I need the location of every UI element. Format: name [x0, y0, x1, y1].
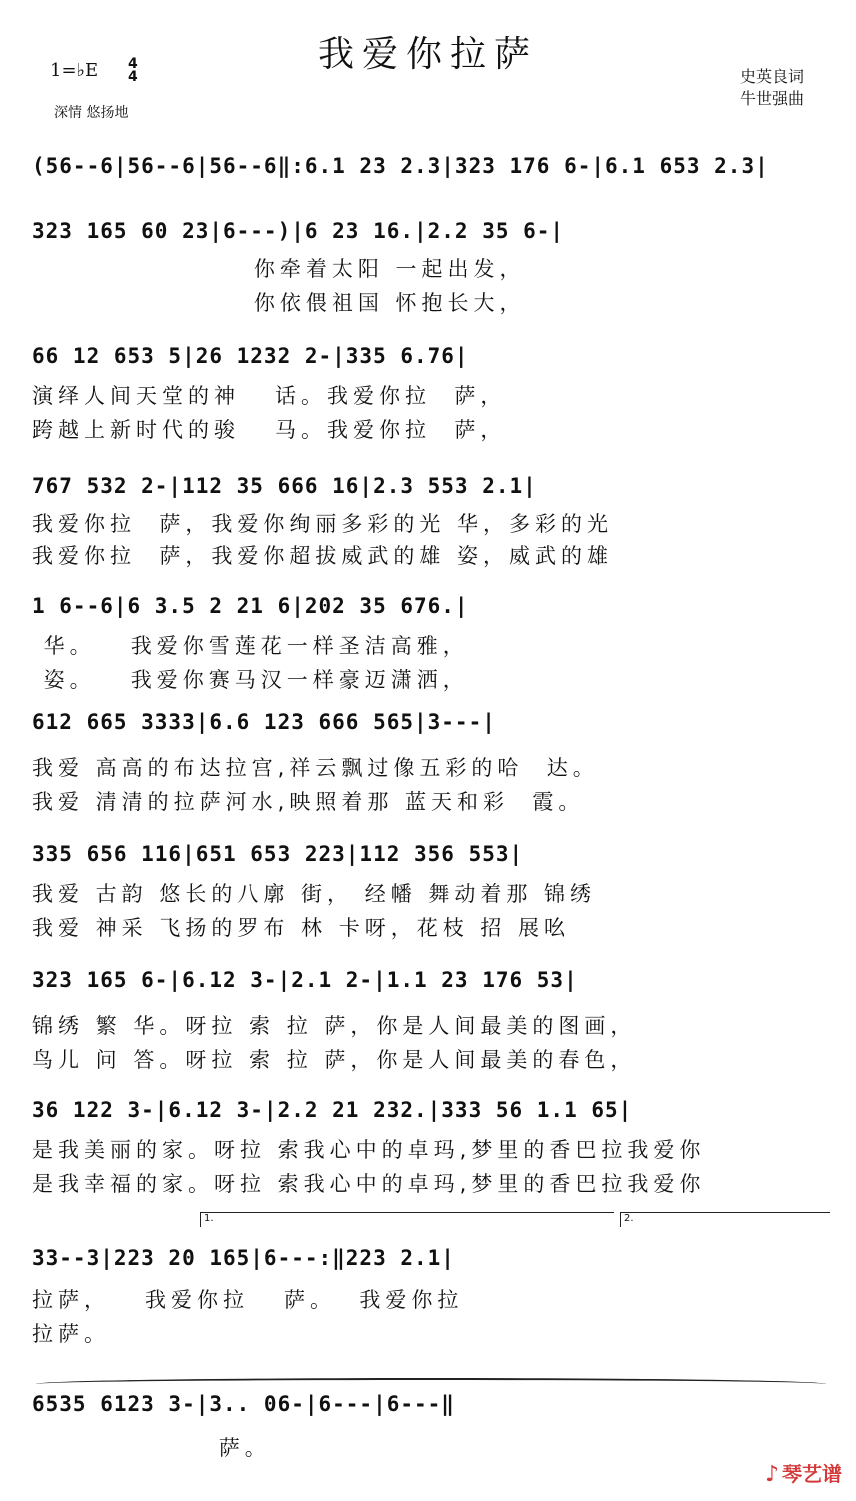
time-signature-bottom: 4	[128, 69, 138, 85]
second-ending-bracket: 2.	[620, 1212, 830, 1227]
score-system-3	[32, 340, 828, 440]
notation-line: 36 122 3-|6.12 3-|2.2 21 232.|333 56 1.1 65|	[32, 1098, 633, 1122]
notation-line: 6535 6123 3-|3.. 06-|6---|6---‖	[32, 1392, 455, 1416]
piano-logo-icon: ♪	[764, 1462, 779, 1487]
tie-line	[36, 1378, 826, 1390]
lyrics-verse-2: 你依偎祖国 怀抱长大，	[32, 291, 526, 315]
score-system-8	[32, 964, 828, 1072]
lyrics-verse-1: 我爱 古韵 悠长的八廓 街， 经幡 舞动着那 锦绣	[32, 882, 597, 906]
credits	[740, 66, 804, 110]
lyrics-verse-1: 萨。	[32, 1436, 271, 1460]
lyrics-verse-2: 我爱 神采 飞扬的罗布 林 卡呀，花枝 招 展吆	[32, 916, 571, 940]
notation-line: 323 165 60 23|6---)|6 23 16.|2.2 35 6-|	[32, 219, 565, 243]
lyrics-verse-1: 我爱 高高的布达拉宫,祥云飘过像五彩的哈 达。	[32, 756, 599, 780]
lyrics-verse-2: 姿。 我爱你赛马汉一样豪迈潇洒，	[32, 668, 469, 692]
notation-line: 612 665 3333|6.6 123 666 565|3---|	[32, 710, 496, 734]
key-signature: 1=♭E	[50, 60, 99, 81]
lyrics-verse-2: 鸟儿 问 答。呀拉 索 拉 萨，你是人间最美的春色，	[32, 1048, 637, 1072]
notation-line: 66 12 653 5|26 1232 2-|335 6.76|	[32, 344, 469, 368]
lyrics-verse-1: 拉萨， 我爱你拉 萨。 我爱你拉	[32, 1288, 464, 1312]
lyrics-verse-1: 是我美丽的家。呀拉 索我心中的卓玛,梦里的香巴拉我爱你	[32, 1138, 706, 1162]
lyrics-verse-2: 拉萨。	[32, 1322, 110, 1346]
first-ending-bracket: 1.	[200, 1212, 614, 1227]
song-title: 我爱你拉萨	[317, 34, 538, 75]
score-system-10	[32, 1210, 828, 1346]
watermark-logo	[765, 1458, 842, 1487]
tempo-marking: 深情 悠扬地	[54, 105, 129, 121]
lyrics-verse-1: 你牵着太阳 一起出发，	[32, 257, 526, 281]
lyrics-verse-2: 我爱 清清的拉萨河水,映照着那 蓝天和彩 霞。	[32, 790, 585, 814]
score-system-2	[32, 215, 828, 315]
score-system-5	[32, 590, 828, 690]
score-system-11	[32, 1380, 828, 1470]
notation-line: 33--3|223 20 165|6---:‖223 2.1|	[32, 1246, 455, 1270]
score-system-1	[32, 150, 828, 200]
watermark-text: 琴艺谱	[782, 1462, 842, 1486]
lyrics-verse-1: 演绎人间天堂的神 话。我爱你拉 萨，	[32, 384, 507, 408]
lyrics-verse-2: 是我幸福的家。呀拉 索我心中的卓玛,梦里的香巴拉我爱你	[32, 1172, 706, 1196]
lyrics-verse-2: 跨越上新时代的骏 马。我爱你拉 萨，	[32, 418, 507, 442]
lyrics-verse-1: 华。 我爱你雪莲花一样圣洁高雅，	[32, 634, 469, 658]
score-system-6	[32, 706, 828, 814]
time-signature-top: 4	[128, 56, 138, 72]
lyricist: 史英良词	[739, 67, 804, 86]
notation-line: 323 165 6-|6.12 3-|2.1 2-|1.1 23 176 53|	[32, 968, 578, 992]
score-system-7	[32, 838, 828, 938]
score-system-9	[32, 1094, 828, 1194]
notation-line: 1 6--6|6 3.5 2 21 6|202 35 676.|	[32, 594, 469, 618]
notation-line: 335 656 116|651 653 223|112 356 553|	[32, 842, 524, 866]
composer: 牛世强曲	[739, 89, 804, 108]
notation-line: 767 532 2-|112 35 666 16|2.3 553 2.1|	[32, 474, 537, 498]
lyrics-verse-2: 我爱你拉 萨，我爱你超拔威武的雄 姿，威武的雄	[32, 544, 614, 568]
time-signature	[128, 58, 138, 84]
score-system-4	[32, 470, 828, 570]
lyrics-verse-1: 我爱你拉 萨，我爱你绚丽多彩的光 华，多彩的光	[32, 512, 614, 536]
lyrics-verse-1: 锦绣 繁 华。呀拉 索 拉 萨，你是人间最美的图画，	[32, 1014, 637, 1038]
notation-line: (56--6|56--6|56--6‖:6.1 23 2.3|323 176 6-|6.1 653 2.3|	[32, 154, 769, 178]
